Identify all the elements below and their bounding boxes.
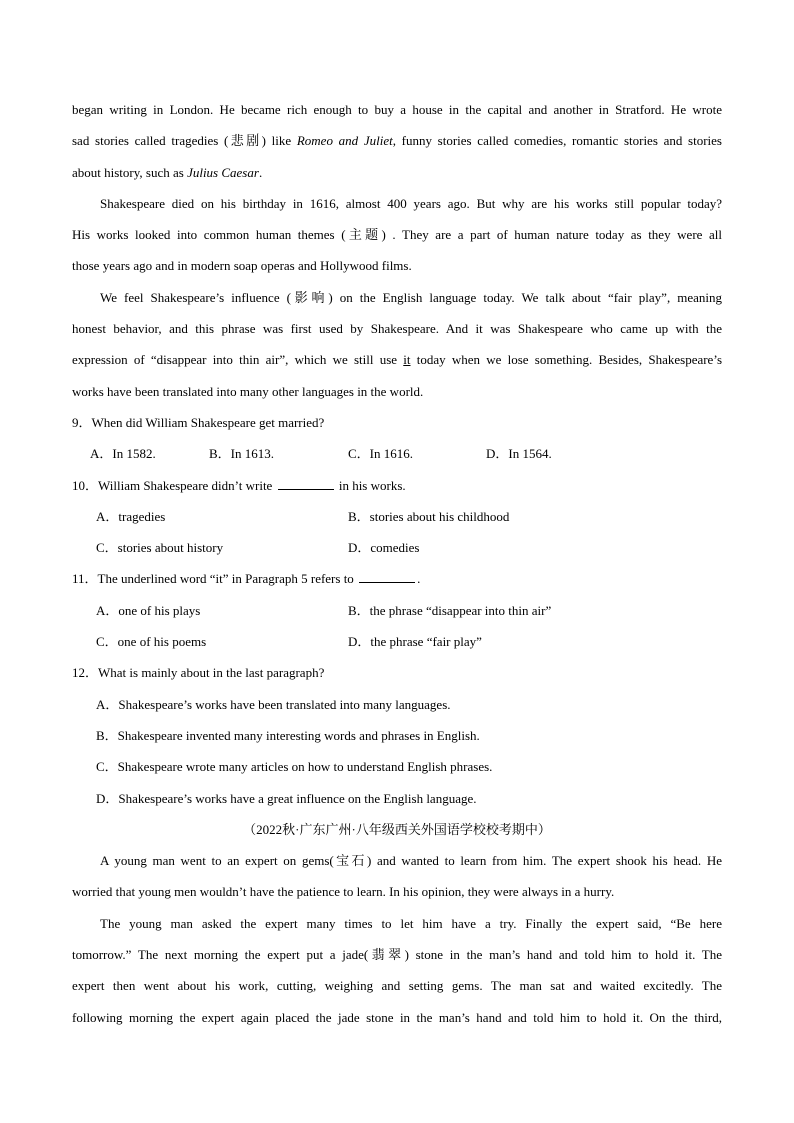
option-b[interactable]: B．In 1613. [209, 446, 275, 462]
passage2-line: worried that young men wouldn’t have the patience to learn. In his opinion, they were always in a hurry. [72, 884, 615, 900]
question-options [72, 532, 722, 563]
option-a[interactable]: A．one of his plays [96, 602, 201, 618]
answer-blank [278, 477, 334, 490]
passage1-line: began writing in London. He became rich enough to buy a house in the capital and another in Stratford. He wrote [72, 102, 722, 117]
passage1-line: about history, such as Julius Caesar. [72, 164, 263, 180]
question-stem: 10．William Shakespeare didn’t write in his works. [72, 477, 406, 493]
source-note: （2022秋·广东广州·八年级西关外国语学校校考期中） [243, 821, 551, 837]
passage1-line: those years ago and in modern soap operas and Hollywood films. [72, 258, 412, 274]
question-options [72, 626, 722, 657]
passage2-line: expert then went about his work, cutting, weighing and setting gems. The man sat and waited excitedly. The [72, 978, 722, 994]
book-title: Romeo and Juliet [296, 133, 393, 149]
option-c[interactable]: C．stories about history [96, 540, 224, 556]
passage2-line: following morning the expert again placed the jade stone in the man’s hand and told him to hold it. On the third, [72, 1009, 722, 1025]
option-d[interactable]: D．In 1564. [486, 446, 552, 462]
passage2-line: The young man asked the expert many times to let him have a try. Finally the expert said, “Be here [100, 915, 722, 931]
passage1-line: honest behavior, and this phrase was first used by Shakespeare. And it was Shakespeare who came up with the [72, 321, 722, 337]
passage2-line: A young man went to an expert on gems(宝石) and wanted to learn from him. The expert shook his head. He [100, 853, 722, 869]
option-d[interactable]: D．the phrase “fair play” [348, 634, 482, 650]
book-title: Julius Caesar [187, 164, 259, 180]
option-b[interactable]: B．Shakespeare invented many interesting words and phrases in English. [96, 727, 480, 743]
question-options [72, 438, 722, 469]
option-c[interactable]: C．one of his poems [96, 634, 207, 650]
passage2-line: tomorrow.” The next morning the expert put a jade(翡翠) stone in the man’s hand and told him to hold it. The [72, 947, 722, 963]
option-c[interactable]: C．In 1616. [348, 446, 414, 462]
option-a[interactable]: A．In 1582. [90, 446, 156, 462]
passage1-line: sad stories called tragedies (悲剧) like Romeo and Juliet, funny stories called comedies, romantic stories and stories [72, 133, 722, 149]
passage1-line: works have been translated into many other languages in the world. [72, 383, 424, 399]
passage1-line: expression of “disappear into thin air”, which we still use it today when we lose something. Besides, Shakespeare’s [72, 352, 722, 368]
question-stem: 11．The underlined word “it” in Paragraph 5 refers to . [72, 571, 421, 587]
option-d[interactable]: D．Shakespeare’s works have a great influence on the English language. [96, 790, 477, 806]
question-options [72, 595, 722, 626]
answer-blank [359, 570, 415, 583]
option-b[interactable]: B．stories about his childhood [348, 508, 510, 524]
option-d[interactable]: D．comedies [348, 540, 420, 556]
question-stem: 12．What is mainly about in the last paragraph? [72, 665, 325, 681]
passage1-line: We feel Shakespeare’s influence (影响) on the English language today. We talk about “fair play”, meaning [100, 289, 722, 305]
document-page [72, 94, 722, 1033]
question-options [72, 501, 722, 532]
passage1-line: Shakespeare died on his birthday in 1616, almost 400 years ago. But why are his works still popular today? [100, 195, 722, 211]
option-c[interactable]: C．Shakespeare wrote many articles on how to understand English phrases. [96, 759, 493, 775]
option-a[interactable]: A．Shakespeare’s works have been translated into many languages. [96, 696, 451, 712]
passage1-line: His works looked into common human themes (主题) . They are a part of human nature today as they were all [72, 227, 722, 243]
question-stem: 9．When did William Shakespeare get married? [72, 414, 325, 430]
option-a[interactable]: A．tragedies [96, 508, 166, 524]
underlined-word: it [403, 352, 411, 368]
option-b[interactable]: B．the phrase “disappear into thin air” [348, 602, 552, 618]
